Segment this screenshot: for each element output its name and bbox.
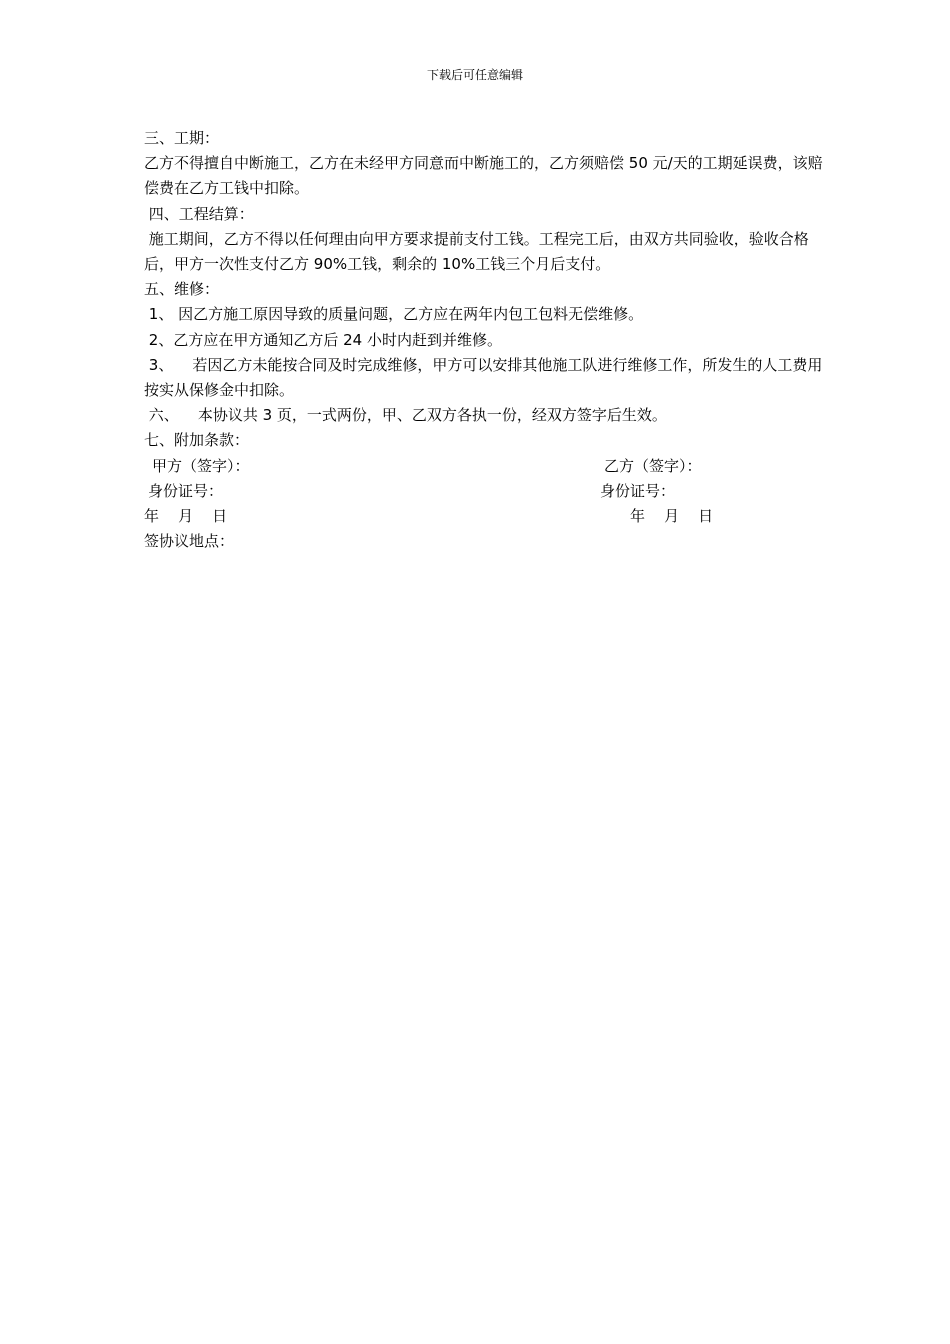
party-b-date: 年 月 日 xyxy=(630,507,714,526)
party-a-signature-label: 甲方（签字）： xyxy=(152,456,250,475)
id-number-row xyxy=(144,479,824,504)
section-5-item-2: 2、乙方应在甲方通知乙方后 24 小时内赶到并维修。 xyxy=(144,330,502,349)
date-row xyxy=(144,504,824,529)
party-b-signature-label: 乙方（签字）： xyxy=(604,456,702,475)
contract-body xyxy=(144,126,824,554)
signing-location-label: 签协议地点： xyxy=(144,532,235,551)
signature-row xyxy=(144,454,824,479)
section-6: 六、 本协议共 3 页，一式两份，甲、乙双方各执一份，经双方签字后生效。 xyxy=(144,406,667,425)
section-5-title: 五、维修： xyxy=(144,280,220,299)
section-5-item-1: 1、 因乙方施工原因导致的质量问题，乙方应在两年内包工包料无偿维修。 xyxy=(144,305,644,324)
section-4-title: 四、工程结算： xyxy=(144,204,254,223)
section-3-body: 乙方不得擅自中断施工，乙方在未经甲方同意而中断施工的，乙方须赔偿 50 元/天的工期延误费，该赔偿费在乙方工钱中扣除。 xyxy=(144,154,823,198)
party-b-id-label: 身份证号： xyxy=(600,481,676,500)
section-7-title: 七、附加条款： xyxy=(144,431,250,450)
section-4-body: 施工期间，乙方不得以任何理由向甲方要求提前支付工钱。工程完工后，由双方共同验收，验收合格后，甲方一次性支付乙方 90%工钱，剩余的 10%工钱三个月后支付。 xyxy=(144,229,809,274)
section-3-title: 三、工期： xyxy=(144,129,220,147)
party-a-date: 年 月 日 xyxy=(144,507,228,526)
section-5-item-3: 3、 若因乙方未能按合同及时完成维修，甲方可以安排其他施工队进行维修工作，所发生的人工费用按实从保修金中扣除。 xyxy=(144,355,823,400)
party-a-id-label: 身份证号： xyxy=(148,481,224,500)
page-header: 下载后可任意编辑 xyxy=(426,68,523,82)
